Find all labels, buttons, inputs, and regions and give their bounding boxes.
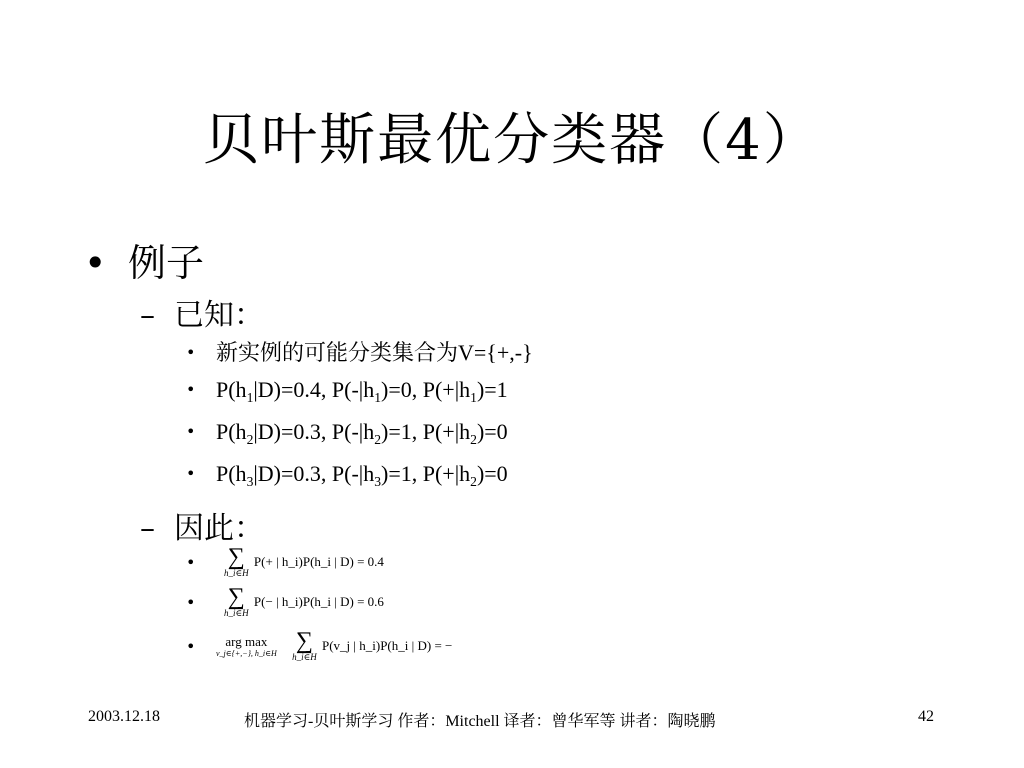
formula-argmax <box>186 630 452 662</box>
sum-symbol: ∑ <box>295 628 313 654</box>
summation <box>292 630 317 662</box>
bullet-example-text: 例子 <box>128 241 205 285</box>
given-item-h1 <box>186 377 508 403</box>
sum-symbol: ∑ <box>227 544 245 570</box>
bullet-marker: • <box>186 636 196 656</box>
formula-expression: P(v_j | h_i)P(h_i | D) = − <box>321 638 453 653</box>
subheading-given-text: 已知： <box>174 298 264 333</box>
bullet-marker: • <box>186 592 196 612</box>
footer-course-info: 机器学习-贝叶斯学习 作者：Mitchell 译者：曾华军等 讲者：陶晓鹏 <box>244 713 716 730</box>
bullet-marker: • <box>186 422 196 441</box>
bullet-marker: • <box>186 552 196 572</box>
given-item-text: $P(h_2|D)=0.3$, $P(-|h_2)=1$, $P(+|h_2)=0$ <box>216 419 508 447</box>
argmax-index: v_j∈{+,−}, h_i∈H <box>216 648 277 658</box>
bullet-marker: • <box>186 380 196 399</box>
given-item-text: $P(h_1|D)=0.4$, $P(-|h_1)=0$, $P(+|h_1)=1$ <box>216 377 508 405</box>
sum-index: h_i∈H <box>224 608 249 618</box>
sum-symbol: ∑ <box>227 584 245 610</box>
formula <box>224 586 384 618</box>
subheading-therefore-text: 因此： <box>174 511 264 546</box>
formula-positive <box>186 544 384 578</box>
formula <box>216 630 452 662</box>
given-item-text: 新实例的可能分类集合为V={+,-} <box>216 340 533 365</box>
bullet-example <box>84 232 204 287</box>
sum-index: h_i∈H <box>292 652 317 662</box>
formula <box>224 546 384 578</box>
given-item-h3 <box>186 461 508 487</box>
given-item-text: $P(h_3|D)=0.3$, $P(-|h_3)=1$, $P(+|h_2)=0$ <box>216 461 508 489</box>
footer-date: 2003.12.18 <box>88 708 160 725</box>
formula-expression: P(+ | h_i)P(h_i | D) = 0.4 <box>253 554 384 569</box>
summation <box>224 546 249 578</box>
slide-title: 贝叶斯最优分类器（4） <box>203 108 821 173</box>
summation <box>224 586 249 618</box>
argmax-operator <box>216 634 277 659</box>
dash-marker: – <box>140 511 155 546</box>
bullet-marker: • <box>84 241 107 285</box>
formula-expression: P(− | h_i)P(h_i | D) = 0.6 <box>253 594 384 609</box>
dash-marker: – <box>140 298 155 333</box>
argmax-label: arg max <box>225 633 268 649</box>
given-item-classes <box>186 336 533 367</box>
bullet-marker: • <box>186 464 196 483</box>
footer-page-number: 42 <box>918 708 934 725</box>
subheading-given <box>140 290 264 334</box>
given-item-h2 <box>186 419 508 445</box>
formula-negative <box>186 584 384 618</box>
subheading-therefore <box>140 503 264 547</box>
sum-index: h_i∈H <box>224 568 249 578</box>
bullet-marker: • <box>186 343 196 362</box>
